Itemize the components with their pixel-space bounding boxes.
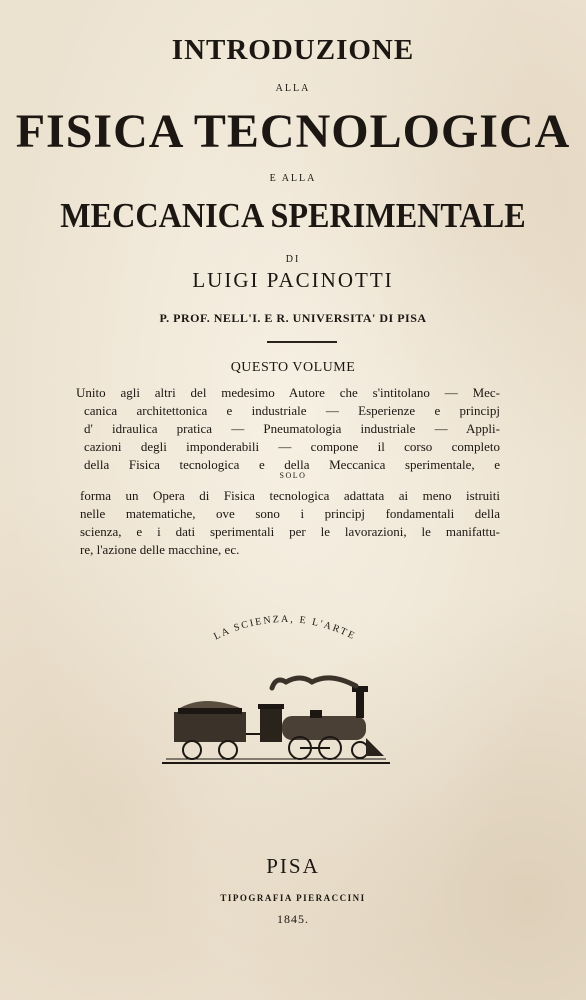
publication-year: 1845. xyxy=(277,912,309,926)
body-line: d' idraulica pratica — Pneumatologia industriale — Appli- xyxy=(84,421,500,436)
title-meccanica-sperimentale: MECCANICA SPERIMENTALE xyxy=(60,196,526,235)
title-introduzione: INTRODUZIONE xyxy=(171,34,415,66)
body-line: nelle matematiche, ove sono i principj fondamentali della xyxy=(80,506,500,521)
title-fisica-tecnologica: FISICA TECNOLOGICA xyxy=(15,105,571,158)
body-line: Unito agli altri del medesimo Autore che s'intitolano — Mec- xyxy=(76,385,500,400)
body-paragraph-2 xyxy=(80,487,500,559)
volume-heading: QUESTO VOLUME xyxy=(230,360,356,375)
author-name: LUIGI PACINOTTI xyxy=(192,268,394,292)
printer: TIPOGRAFIA PIERACCINI xyxy=(220,893,366,903)
title-di: DI xyxy=(285,254,301,265)
body-line: scienza, e i dati sperimentali per le lavorazioni, le manifattu- xyxy=(80,524,500,539)
divider-rule xyxy=(267,341,337,343)
body-line: della Fisica tecnologica e della Meccanica sperimentale, e xyxy=(84,457,500,472)
city: PISA xyxy=(266,854,320,878)
svg-text:LA SCIENZA, E L'ARTE xyxy=(212,614,358,642)
title-alla: ALLA xyxy=(275,83,311,94)
body-line: canica architettonica e industriale — Esperienze e principj xyxy=(84,403,500,418)
body-line: forma un Opera di Fisica tecnologica adattata ai meno istruiti xyxy=(80,488,500,503)
motto-arc xyxy=(180,600,390,660)
motto-text: LA SCIENZA, E L'ARTE xyxy=(212,613,358,643)
solo-label: SOLO xyxy=(279,471,307,480)
locomotive-vignette xyxy=(160,668,392,768)
body-paragraph-1 xyxy=(76,384,500,474)
title-e-alla: E ALLA xyxy=(269,173,317,184)
body-line: cazioni degli imponderabili — compone il corso completo xyxy=(84,439,500,454)
body-line: re, l'azione delle macchine, ec. xyxy=(80,542,240,557)
author-position: P. PROF. NELL'I. E R. UNIVERSITA' DI PISA xyxy=(159,311,427,325)
